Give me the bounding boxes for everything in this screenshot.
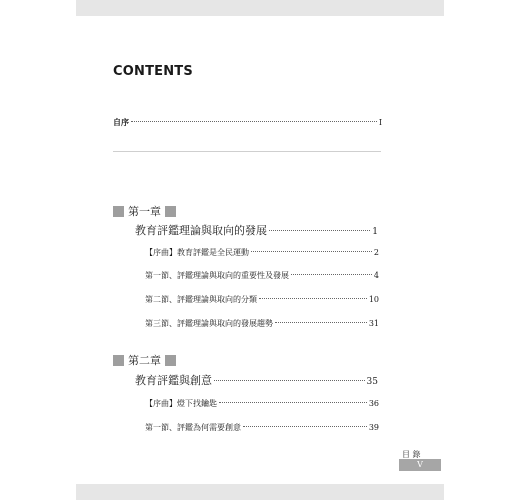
section-divider	[113, 151, 381, 152]
section-title: 【序曲】教育評鑑是全民運動	[145, 248, 249, 257]
toc-chapter-1-entry[interactable]	[135, 222, 378, 238]
page-title: CONTENTS	[113, 64, 193, 79]
toc-section-entry[interactable]	[145, 422, 379, 433]
section-page-number: 10	[368, 295, 379, 304]
preface-label: 自序	[113, 118, 129, 127]
chapter-label: 第一章	[128, 205, 161, 218]
gray-square-icon	[113, 355, 124, 366]
page-footer-tab	[399, 447, 441, 471]
dot-leader	[214, 380, 365, 381]
section-page-number: 39	[368, 423, 379, 432]
section-page-number: 2	[373, 248, 379, 257]
gray-square-icon	[165, 206, 176, 217]
section-title: 第二節、評鑑理論與取向的分類	[145, 295, 257, 304]
gray-square-icon	[165, 355, 176, 366]
dot-leader	[269, 230, 370, 231]
section-title: 【序曲】燈下找鑰匙	[145, 399, 217, 408]
chapter-title: 教育評鑑與創意	[135, 374, 212, 387]
top-margin-band	[76, 0, 444, 16]
footer-page-number: V	[399, 459, 441, 471]
chapter-page-number: 1	[372, 227, 378, 237]
chapter-page-number: 35	[366, 377, 378, 387]
dot-leader	[259, 298, 367, 299]
chapter-label: 第二章	[128, 354, 161, 367]
toc-section-entry[interactable]	[145, 294, 379, 305]
section-title: 第一節、評鑑為何需要創意	[145, 423, 241, 432]
section-page-number: 4	[373, 271, 379, 280]
toc-chapter-2-entry[interactable]	[135, 372, 378, 388]
toc-section-entry[interactable]	[145, 318, 379, 329]
dot-leader	[251, 251, 372, 252]
dot-leader	[131, 121, 377, 122]
bottom-margin-band	[76, 484, 444, 500]
dot-leader	[291, 274, 372, 275]
toc-section-entry[interactable]	[145, 398, 379, 409]
dot-leader	[275, 322, 367, 323]
chapter-header-2	[113, 352, 176, 368]
section-title: 第三節、評鑑理論與取向的發展趨勢	[145, 319, 273, 328]
chapter-title: 教育評鑑理論與取向的發展	[135, 224, 267, 237]
preface-page-number: I	[378, 118, 382, 127]
toc-preface-entry[interactable]	[113, 117, 382, 128]
chapter-header-1	[113, 203, 176, 219]
dot-leader	[243, 426, 367, 427]
section-page-number: 36	[368, 399, 379, 408]
section-page-number: 31	[368, 319, 379, 328]
section-title: 第一節、評鑑理論與取向的重要性及發展	[145, 271, 289, 280]
toc-section-entry[interactable]	[145, 270, 379, 281]
footer-section-label: 目 錄	[402, 450, 421, 459]
toc-section-entry[interactable]	[145, 247, 379, 258]
dot-leader	[219, 402, 367, 403]
gray-square-icon	[113, 206, 124, 217]
